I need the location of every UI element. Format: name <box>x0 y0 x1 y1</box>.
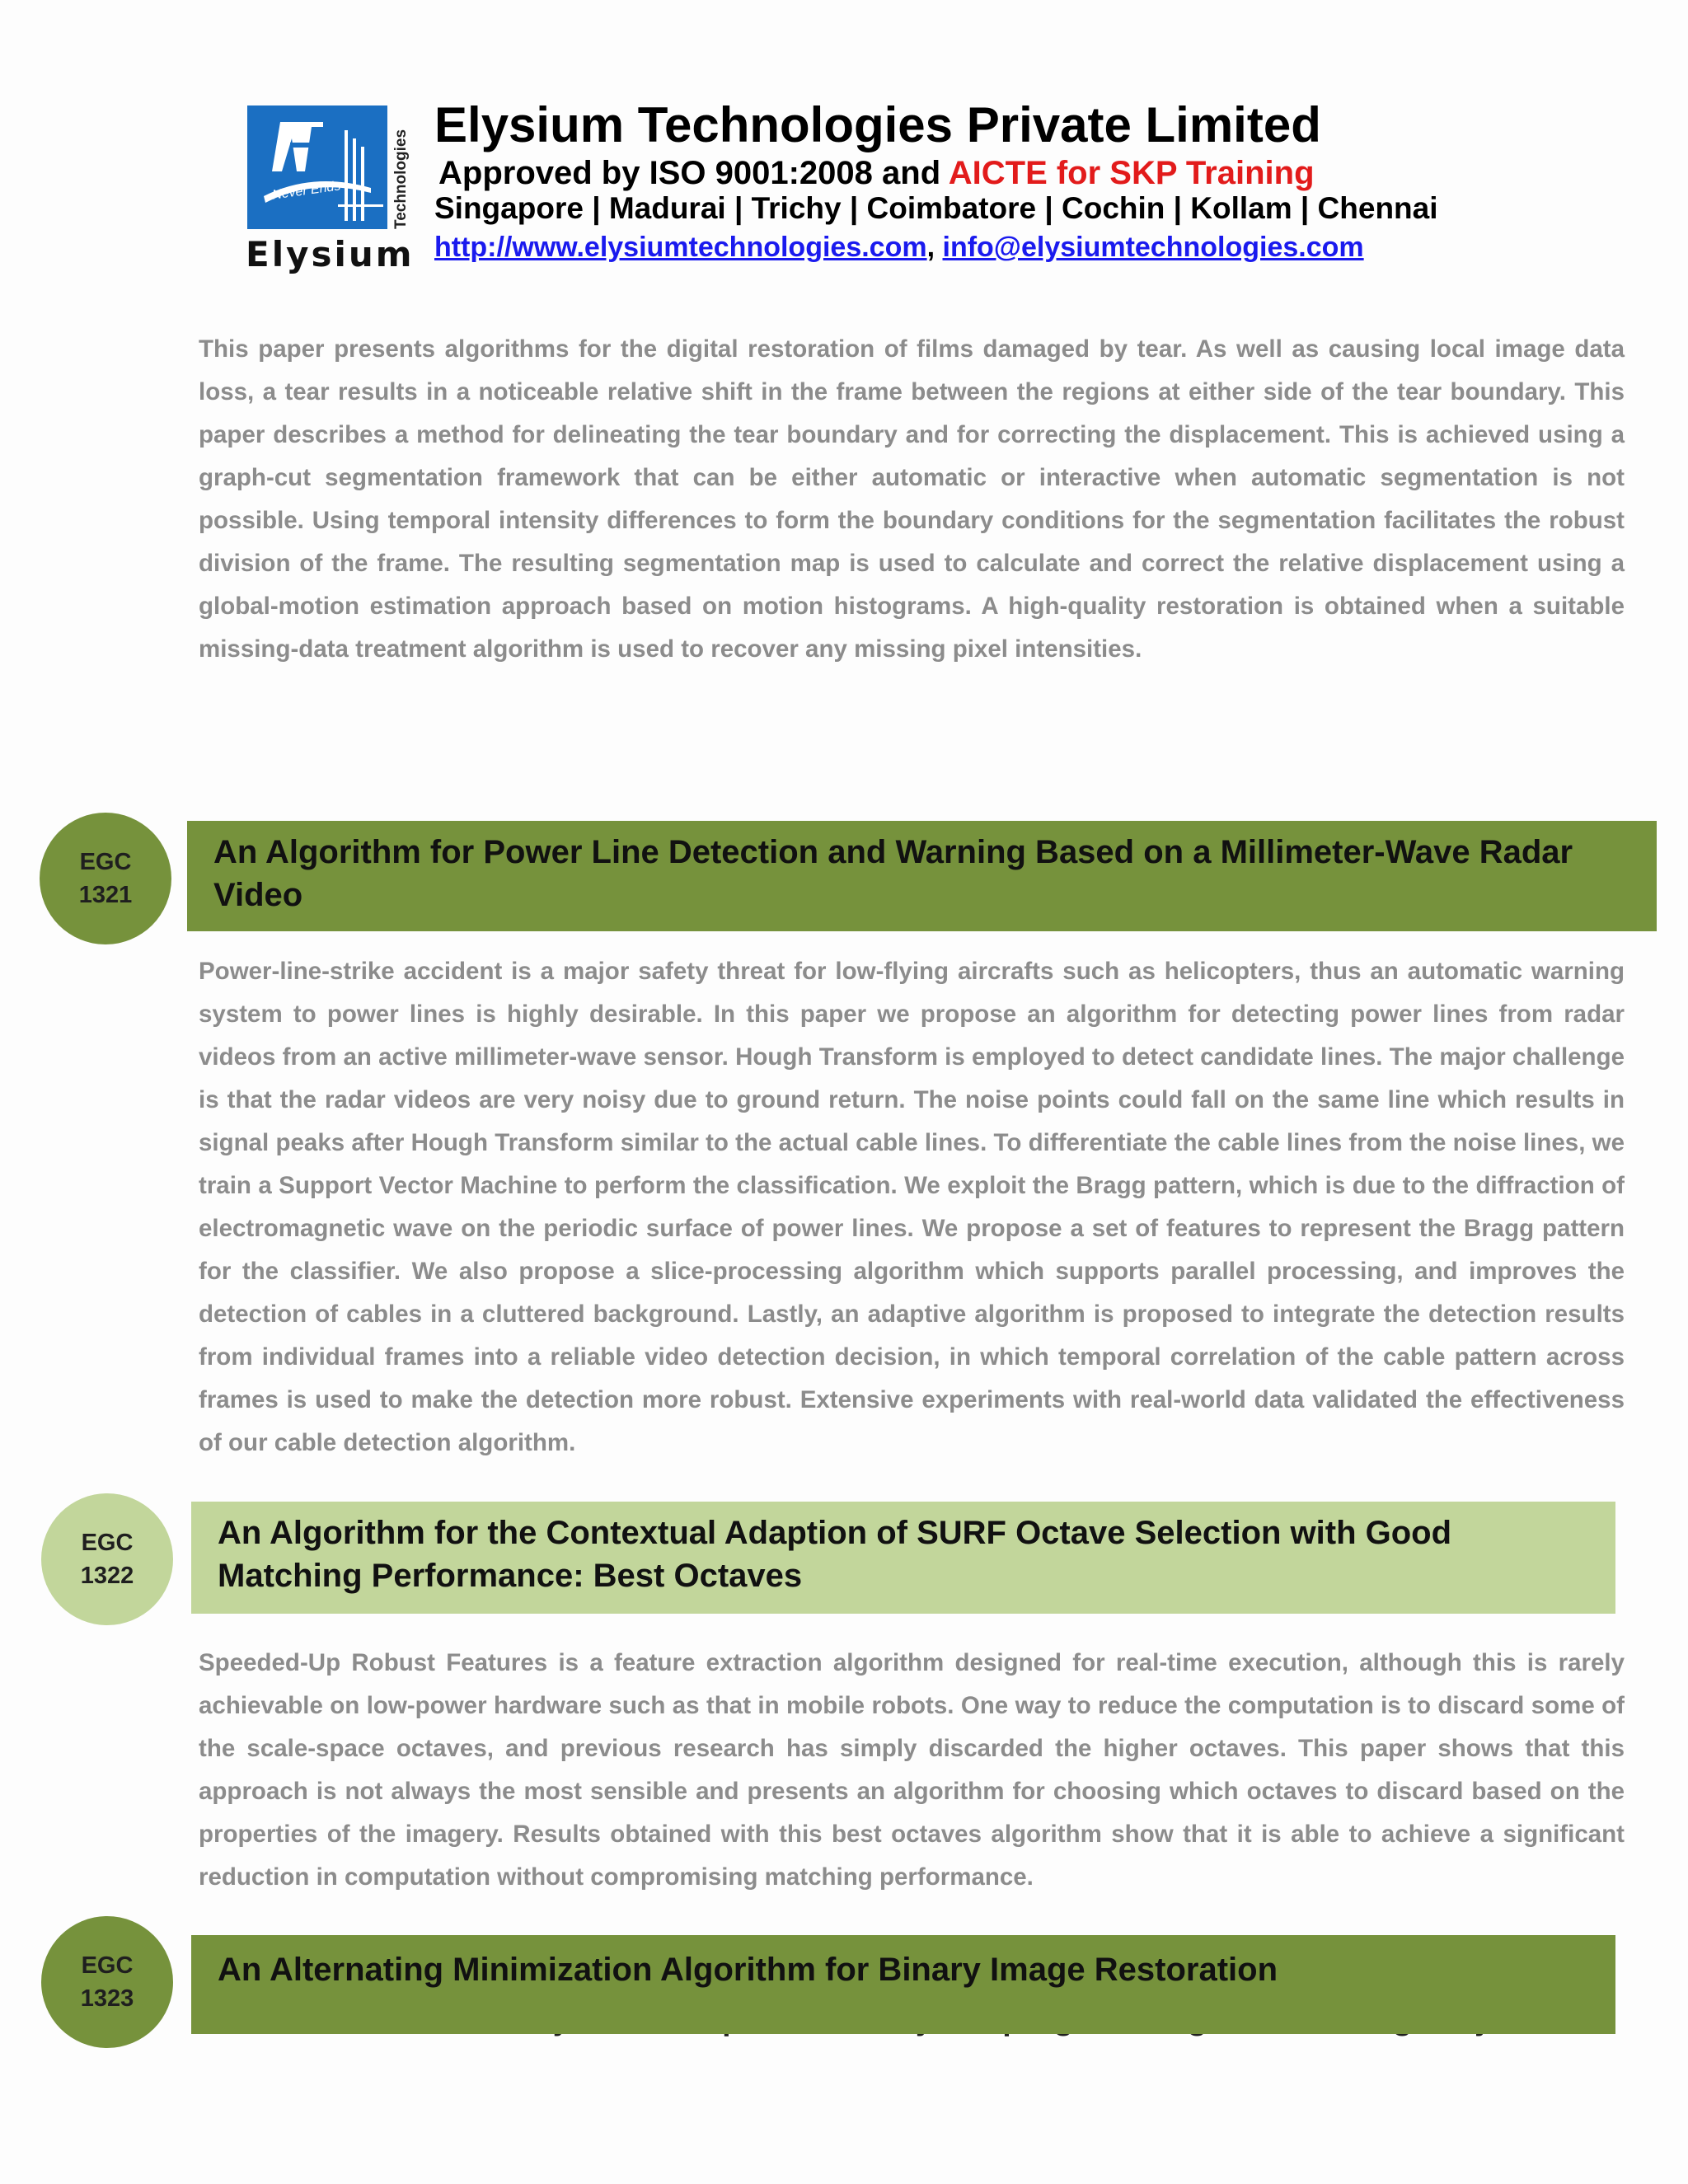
entry-code-badge <box>41 1493 173 1625</box>
logo-building-icon <box>247 105 387 229</box>
entry-code-number: 1323 <box>80 1985 134 2012</box>
company-name: Elysium Technologies Private Limited <box>434 97 1321 152</box>
city-list: Singapore | Madurai | Trichy | Coimbatore | Cochin | Kollam | Chennai <box>434 191 1438 225</box>
entry-code-prefix: EGC <box>81 1952 134 1979</box>
approval-prefix: Approved by ISO 9001:2008 and <box>438 155 949 191</box>
approval-highlight: AICTE for SKP Training <box>948 155 1315 191</box>
entry-code-prefix: EGC <box>81 1530 134 1556</box>
logo-wordmark: Elysium <box>246 234 415 274</box>
entry-title: An Algorithm for the Contextual Adaption of SURF Octave Selection with Good Matching Performance: Best Octaves <box>218 1515 1452 1594</box>
intro-abstract: This paper presents algorithms for the digital restoration of films damaged by tear. As well as causing local image data loss, a tear results in a noticeable relative shift in the frame between the regions at either side of the tear boundary. This paper describes a method for delineating the tear boundary and for correcting the displacement. This is achieved using a graph-cut segmentation framework that can be either automatic or interactive when automatic segmentation is not possible. Using temporal intensity differences to form the boundary conditions for the segmentation facilitates the robust division of the frame. The resulting segmentation map is used to calculate and correct the relative displacement using a global-motion estimation approach based on motion histograms. A high-quality restoration is obtained when a suitable missing-data treatment algorithm is used to recover any missing pixel intensities. <box>199 335 1625 663</box>
logo-tagline: Never Ends <box>271 179 342 203</box>
entry-abstract: Power-line-strike accident is a major safety threat for low-flying aircrafts such as helicopters, thus an automatic warning system to power lines is highly desirable. In this paper we propose an algorithm for detecting power lines from radar videos from an active millimeter-wave sensor. Hough Transform is employed to detect candidate lines. The major challenge is that the radar videos are very noisy due to ground return. The noise points could fall on the same line which results in signal peaks after Hough Transform similar to the actual cable lines. To differentiate the cable lines from the noise lines, we train a Support Vector Machine to perform the classification. We exploit the Bragg pattern, which is due to the diffraction of electromagnetic wave on the periodic surface of power lines. We propose a set of features to represent the Bragg pattern for the classifier. We also propose a slice-processing algorithm which supports parallel processing, and improves the detection of cables in a cluttered background. Lastly, an adaptive algorithm is proposed to integrate the detection results from individual frames into a reliable video detection decision, in which temporal correlation of the cable pattern across frames is used to make the detection more robust. Extensive experiments with real-world data validated the effectiveness of our cable detection algorithm. <box>199 958 1625 1456</box>
entry-title-bar <box>187 821 1657 931</box>
entry-code-badge <box>41 1916 173 2048</box>
entry-title-bar <box>191 1935 1615 2034</box>
approval-line <box>438 155 1315 192</box>
entry-title: An Algorithm for Power Line Detection and Warning Based on a Millimeter-Wave Radar Video <box>213 834 1573 913</box>
company-logo <box>247 105 387 229</box>
entry-title-bar <box>191 1502 1615 1614</box>
entry-code-badge <box>40 813 171 944</box>
website-link[interactable]: http://www.elysiumtechnologies.com <box>434 232 927 263</box>
entry-abstract: Speeded-Up Robust Features is a feature extraction algorithm designed for real-time execution, although this is rarely achievable on low-power hardware such as that in mobile robots. One way to reduce the computation is to discard some of the scale-space octaves, and previous research has simply discarded the higher octaves. This paper shows that this approach is not always the most sensible and presents an algorithm for choosing which octaves to discard based on the properties of the imagery. Results obtained with this best octaves algorithm show that it is able to achieve a significant reduction in computation without compromising matching performance. <box>199 1649 1625 1891</box>
link-separator: , <box>926 232 935 263</box>
email-link[interactable]: info@elysiumtechnologies.com <box>942 232 1364 263</box>
entry-code-prefix: EGC <box>79 849 132 875</box>
entry-code-number: 1322 <box>80 1563 134 1589</box>
entry-title: An Alternating Minimization Algorithm for Binary Image Restoration <box>218 1952 1278 1988</box>
entry-code-number: 1321 <box>78 882 133 908</box>
logo-side-text: Technologies <box>392 129 410 229</box>
contact-links <box>434 232 1364 264</box>
